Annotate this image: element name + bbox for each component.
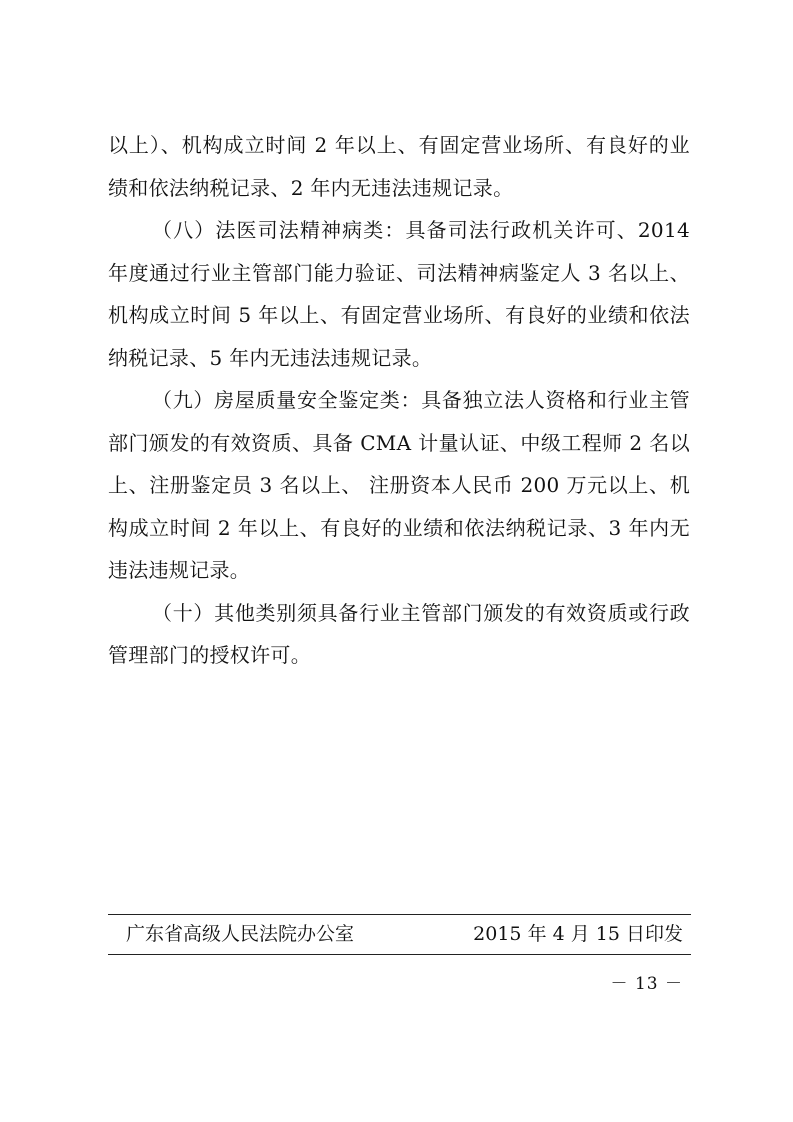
paragraph-forensic-psychiatry: （八）法医司法精神病类：具备司法行政机关许可、2014年度通过行业主管部门能力验证、司法精神病鉴定人 3 名以上、机构成立时间 5 年以上、有固定营业场所、有良好的业绩和依法纳税记录、5 年内无违法违规记录。: [108, 218, 690, 370]
paragraph-continuation: 以上）、机构成立时间 2 年以上、有固定营业场所、有良好的业绩和依法纳税记录、2 年内无违法违规记录。: [108, 133, 690, 200]
footer-bottom-rule: [108, 954, 691, 955]
document-body: [108, 124, 690, 677]
paragraph-other-categories: （十）其他类别须具备行业主管部门颁发的有效资质或行政管理部门的授权许可。: [108, 600, 690, 667]
paragraph-housing-quality: （九）房屋质量安全鉴定类：具备独立法人资格和行业主管部门颁发的有效资质、具备 CMA 计量认证、中级工程师 2 名以上、注册鉴定员 3 名以上、 注册资本人民币 200 万元以上、机构成立时间 2 年以上、有良好的业绩和依法纳税记录、3 年内无违法违规记录。: [108, 388, 690, 582]
issuing-office: 广东省高级人民法院办公室: [126, 923, 355, 945]
issue-date: 2015 年 4 月 15 日印发: [473, 923, 683, 945]
footer-top-rule: [108, 914, 691, 915]
page-number: － 13 －: [610, 974, 683, 994]
